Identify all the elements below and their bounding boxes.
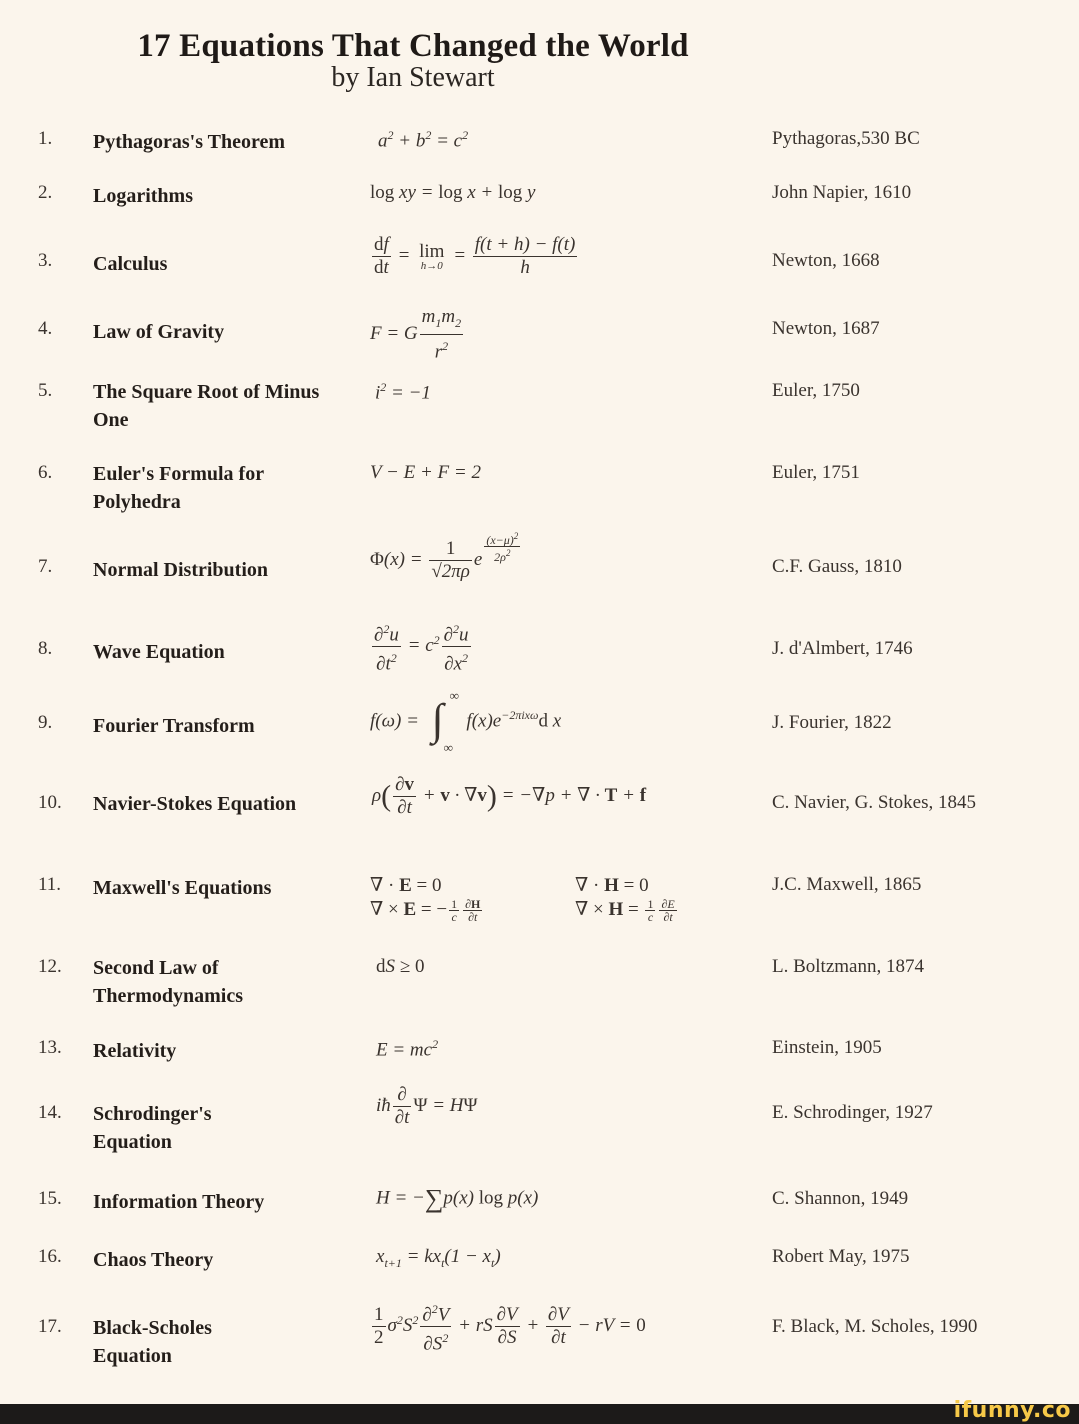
- equation-formula: $\frac{\partial^2u}{\partial t^2}$ = $c^2$ $\frac{\partial^2u}{\partial x^2}$: [370, 618, 473, 676]
- equation-name: The Square Root of Minus One: [93, 381, 320, 431]
- row-number: 17.: [38, 1316, 62, 1337]
- row-number: 4.: [38, 318, 53, 339]
- equation-name: Law of Gravity: [93, 321, 225, 343]
- row-number: 13.: [38, 1037, 62, 1058]
- watermark-bar: [0, 1398, 1079, 1424]
- equation-name: Fourier Transform: [93, 715, 255, 737]
- equation-author: Newton, 1687: [772, 318, 880, 339]
- ifunny-watermark-logo: ifunny.co: [953, 1398, 1071, 1423]
- equation-formula: $a^2 + b^2 = c^2$: [378, 128, 469, 152]
- row-number: 1.: [38, 128, 53, 149]
- equation-author: J. Fourier, 1822: [772, 712, 892, 733]
- row-number: 11.: [38, 874, 62, 895]
- equation-author: Newton, 1668: [772, 250, 880, 271]
- equation-author: Euler, 1750: [772, 380, 860, 401]
- row-number: 3.: [38, 250, 53, 271]
- equation-name: Relativity: [93, 1040, 177, 1062]
- equation-formula: F = G $\frac{m_1m_2}{r^2}$: [370, 306, 462, 363]
- equation-formula: $i^2 = -1$: [375, 380, 431, 404]
- equation-name: Schrodinger's Equation: [93, 1103, 212, 1153]
- equation-author: E. Schrodinger, 1927: [772, 1102, 933, 1123]
- row-number: 8.: [38, 638, 53, 659]
- equation-formula: f(ω) = ∫ ∞ ∞ $f(x)e^{-2\pi ix\omega}d$ x: [370, 688, 562, 755]
- row-number: 9.: [38, 712, 53, 733]
- equation-formula: ρ( $\frac{\partial v}{\partial t}$ + v · ∇v) = −∇p + ∇ · T + f: [372, 774, 647, 818]
- equation-formula: iħ $\frac{\partial}{\partial t}$ Ψ = HΨ: [376, 1084, 478, 1128]
- equation-formula: Φ(x) = $\frac{1}{√2\pi\rho}$ e $\frac{(x-\mu)^2}{2\rho^2}$: [370, 531, 519, 582]
- equation-author: John Napier, 1610: [772, 182, 912, 203]
- page-title: 17 Equations That Changed the World: [137, 28, 689, 64]
- page-subtitle: by Ian Stewart: [331, 62, 495, 93]
- equation-name: Maxwell's Equations: [93, 877, 272, 899]
- equation-formula: $\frac{1}{2}$ $\sigma^2S^2$ $\frac{\partial^2V}{\partial S^2}$ + rS $\frac{\partial V}{\partial S}$ + $\frac{\partial V}{\partial t}$ − rV = 0: [370, 1298, 646, 1356]
- equation-author: C.F. Gauss, 1810: [772, 556, 902, 577]
- row-number: 2.: [38, 182, 53, 203]
- equation-formula: dS ≥ 0: [376, 956, 425, 977]
- equation-name: Information Theory: [93, 1191, 265, 1213]
- row-number: 14.: [38, 1102, 62, 1123]
- equation-name: Second Law of Thermodynamics: [93, 957, 243, 1007]
- equation-name: Chaos Theory: [93, 1249, 214, 1271]
- equation-name: Logarithms: [93, 185, 193, 207]
- row-number: 6.: [38, 462, 53, 483]
- equation-author: Pythagoras,530 BC: [772, 128, 920, 149]
- equation-formula: $x_{t+1} = kx_t(1 - x_t)$: [376, 1246, 501, 1270]
- equation-name: Pythagoras's Theorem: [93, 131, 286, 153]
- equation-formula: $E = mc^2$: [376, 1037, 439, 1061]
- equation-name: Calculus: [93, 253, 168, 275]
- equation-formula: V − E + F = 2: [370, 462, 481, 483]
- row-number: 15.: [38, 1188, 62, 1209]
- row-number: 7.: [38, 556, 53, 577]
- equation-name: Navier-Stokes Equation: [93, 793, 297, 815]
- equation-name: Euler's Formula for Polyhedra: [93, 463, 264, 513]
- row-number: 16.: [38, 1246, 62, 1267]
- equation-author: J.C. Maxwell, 1865: [772, 874, 922, 895]
- equation-name: Black-Scholes Equation: [93, 1317, 212, 1367]
- equation-formula: H = −∑p(x) log p(x): [376, 1184, 539, 1213]
- equation-formula: log xy = log x + log y: [370, 182, 536, 203]
- equation-author: Euler, 1751: [772, 462, 860, 483]
- equation-author: F. Black, M. Scholes, 1990: [772, 1316, 978, 1337]
- equation-name: Normal Distribution: [93, 559, 268, 581]
- equation-author: Einstein, 1905: [772, 1037, 882, 1058]
- row-number: 10.: [38, 792, 62, 813]
- equation-formula: ∇ · E = 0 ∇ · H = 0 ∇ × E = − $\frac{1}{c}$ $\frac{\partial H}{\partial t}$ ∇ × H = $\frac{1}{c}$ $\frac{\partial E}{\partial t}$: [370, 875, 675, 925]
- row-number: 12.: [38, 956, 62, 977]
- equation-author: J. d'Almbert, 1746: [772, 638, 913, 659]
- equation-author: Robert May, 1975: [772, 1246, 910, 1267]
- equation-formula: $\frac{df}{dt}$ = lim h→0 = $\frac{f(t + h) - f(t)}{h}$: [374, 234, 576, 278]
- equation-author: C. Navier, G. Stokes, 1845: [772, 792, 976, 813]
- row-number: 5.: [38, 380, 53, 401]
- equation-author: C. Shannon, 1949: [772, 1188, 909, 1209]
- equation-name: Wave Equation: [93, 641, 225, 663]
- equation-author: L. Boltzmann, 1874: [772, 956, 924, 977]
